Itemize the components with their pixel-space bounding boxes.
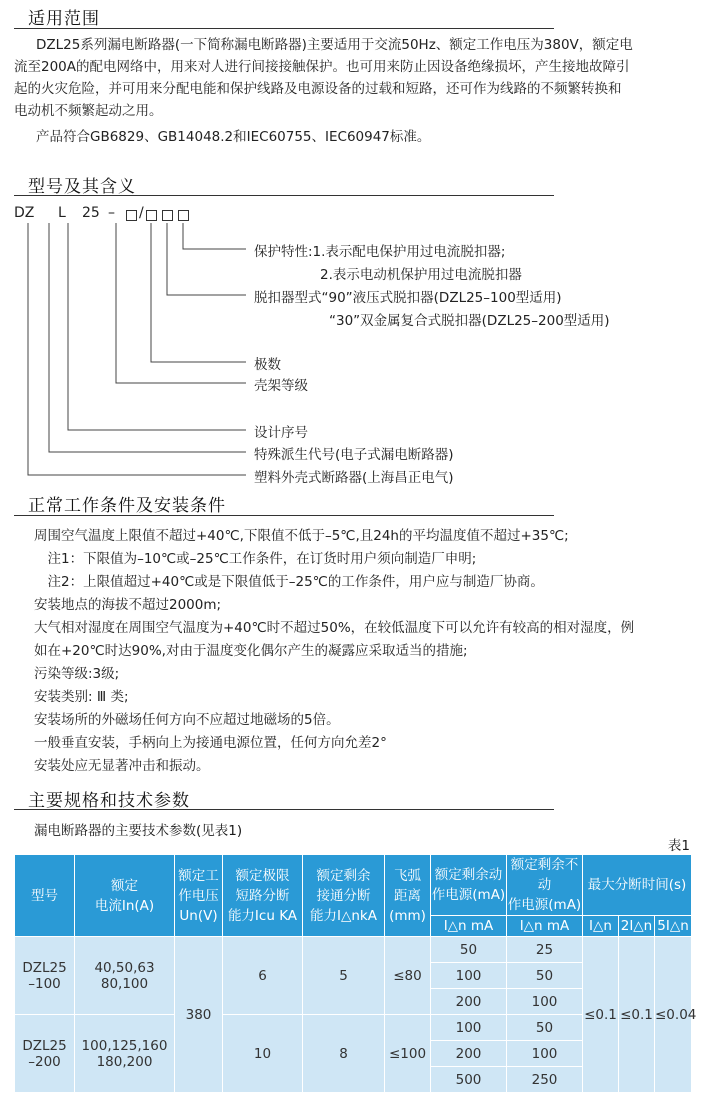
th-max-break-time: 最大分断时间(s) [583, 855, 692, 916]
leader-poles [151, 223, 246, 362]
label-design: 设计序号 [254, 425, 308, 441]
label-case: 塑料外壳式断路器(上海昌正电气) [254, 470, 454, 486]
th-time-2x: 2I△n [619, 916, 655, 937]
th-model: 型号 [15, 855, 75, 937]
cell-arc: ≤80 [385, 937, 431, 1015]
condition-line: 安装类别: Ⅲ 类; [34, 689, 129, 705]
section-rule-specs [14, 809, 554, 810]
cell-current: 100,125,160 180,200 [75, 1015, 175, 1093]
cell-time-5x: ≤0.04 [655, 937, 692, 1093]
th-residual-non-operating: 额定剩余不动 作电源(mA) [507, 855, 583, 916]
leader-case [28, 223, 246, 475]
table-caption: 漏电断路器的主要技术参数(见表1) [34, 823, 243, 839]
cell-arc: ≤100 [385, 1015, 431, 1093]
leader-frame [116, 223, 246, 383]
condition-line: 周围空气温度上限值不超过+40℃,下限值不低于–5℃,且24h的平均温度值不超过+35℃; [34, 528, 569, 544]
table-header-row [15, 855, 692, 916]
cell-operating: 100 [431, 963, 507, 989]
th-arc-distance: 飞弧 距离 (mm) [385, 855, 431, 937]
cell-non-operating: 50 [507, 963, 583, 989]
th-time-5x: 5I△n [655, 916, 692, 937]
condition-line: 安装处应无显著冲击和振动。 [34, 758, 210, 774]
label-protection-1: 保护特性:1.表示配电保护用过电流脱扣器; [254, 244, 506, 260]
leader-design [68, 223, 246, 430]
section-title-conditions: 正常工作条件及安装条件 [28, 496, 226, 516]
cell-breaking: 6 [223, 937, 303, 1015]
model-code-dz: DZ [14, 205, 35, 221]
cell-operating: 200 [431, 989, 507, 1015]
label-poles: 极数 [254, 357, 281, 373]
section-title-specs: 主要规格和技术参数 [28, 791, 190, 811]
section-title-model: 型号及其含义 [28, 177, 136, 197]
condition-line: 注2：上限值超过+40℃或是下限值低于–25℃的工作条件，用户应与制造厂协商。 [34, 574, 544, 590]
cell-time-1x: ≤0.1 [583, 937, 619, 1093]
cell-breaking: 10 [223, 1015, 303, 1093]
th-unit-non-operating: I△n mA [507, 916, 583, 937]
cell-non-operating: 100 [507, 1041, 583, 1067]
scope-line: 流至200A的配电网络中，用来对人进行间接接触保护。也可用来防止因设备绝缘损坏，产生接地故障引 [14, 59, 630, 75]
cell-voltage: 380 [175, 937, 223, 1093]
leader-protection [183, 223, 246, 249]
cell-operating: 100 [431, 1015, 507, 1041]
model-code-l: L [58, 205, 66, 221]
table-number: 表1 [667, 838, 690, 854]
model-code-25: 25 [82, 205, 100, 221]
cell-operating: 200 [431, 1041, 507, 1067]
cell-current: 40,50,63 80,100 [75, 937, 175, 1015]
th-unit-operating: I△n mA [431, 916, 507, 937]
spec-table [14, 854, 697, 1093]
leader-derived [49, 223, 246, 452]
scope-line: 起的火灾危险，并可用来分配电能和保护线路及电源设备的过载和短路，还可作为线路的不频繁转换和 [14, 81, 622, 97]
th-residual-making: 额定剩余 接通分断 能力I△nkA [303, 855, 385, 937]
scope-line: DZL25系列漏电断路器(一下简称漏电断路器)主要适用于交流50Hz、额定工作电压为380V，额定电 [36, 37, 633, 53]
model-code-slash: / [139, 205, 144, 221]
cell-model: DZL25 –100 [15, 937, 75, 1015]
th-rated-current: 额定 电流In(A) [75, 855, 175, 937]
th-residual-operating: 额定剩余动 作电源(mA) [431, 855, 507, 916]
label-frame: 壳架等级 [254, 378, 308, 394]
label-release-1: 脱扣器型式“90”液压式脱扣器(DZL25–100型适用) [254, 290, 562, 306]
cell-non-operating: 50 [507, 1015, 583, 1041]
th-breaking-capacity: 额定极限 短路分断 能力Icu KA [223, 855, 303, 937]
leader-release [167, 223, 246, 295]
cell-non-operating: 25 [507, 937, 583, 963]
label-release-2: “30”双金属复合式脱扣器(DZL25–200型适用) [329, 313, 610, 329]
condition-line: 一般垂直安装，手柄向上为接通电源位置，任何方向允差2° [34, 735, 387, 751]
model-code-dash: – [108, 205, 115, 221]
condition-line: 安装地点的海拔不超过2000m; [34, 597, 222, 613]
th-rated-voltage: 额定工 作电压 Un(V) [175, 855, 223, 937]
table-row [15, 937, 692, 963]
cell-operating: 500 [431, 1067, 507, 1093]
cell-making: 5 [303, 937, 385, 1015]
cell-non-operating: 250 [507, 1067, 583, 1093]
condition-line: 如在+20℃时达90%,对由于温度变化偶尔产生的凝露应采取适当的措施; [34, 643, 468, 659]
cell-model: DZL25 –200 [15, 1015, 75, 1093]
cell-making: 8 [303, 1015, 385, 1093]
cell-time-2x: ≤0.1 [619, 937, 655, 1093]
scope-standard: 产品符合GB6829、GB14048.2和IEC60755、IEC60947标准。 [36, 129, 431, 145]
label-derived: 特殊派生代号(电子式漏电断路器) [254, 447, 454, 463]
scope-line: 电动机不频繁起动之用。 [14, 103, 163, 119]
section-rule-conditions [14, 515, 554, 516]
condition-line: 污染等级:3级; [34, 666, 120, 682]
cell-non-operating: 100 [507, 989, 583, 1015]
section-title-scope: 适用范围 [28, 9, 100, 29]
condition-line: 大气相对湿度在周围空气温度为+40℃时不超过50%，在较低温度下可以允许有较高的相对湿度，例 [34, 620, 635, 636]
condition-line: 注1：下限值为–10℃或–25℃工作条件，在订货时用户须向制造厂申明; [34, 551, 477, 567]
condition-line: 安装场所的外磁场任何方向不应超过地磁场的5倍。 [34, 712, 340, 728]
th-time-1x: I△n [583, 916, 619, 937]
cell-operating: 50 [431, 937, 507, 963]
label-protection-2: 2.表示电动机保护用过电流脱扣器 [320, 267, 522, 283]
